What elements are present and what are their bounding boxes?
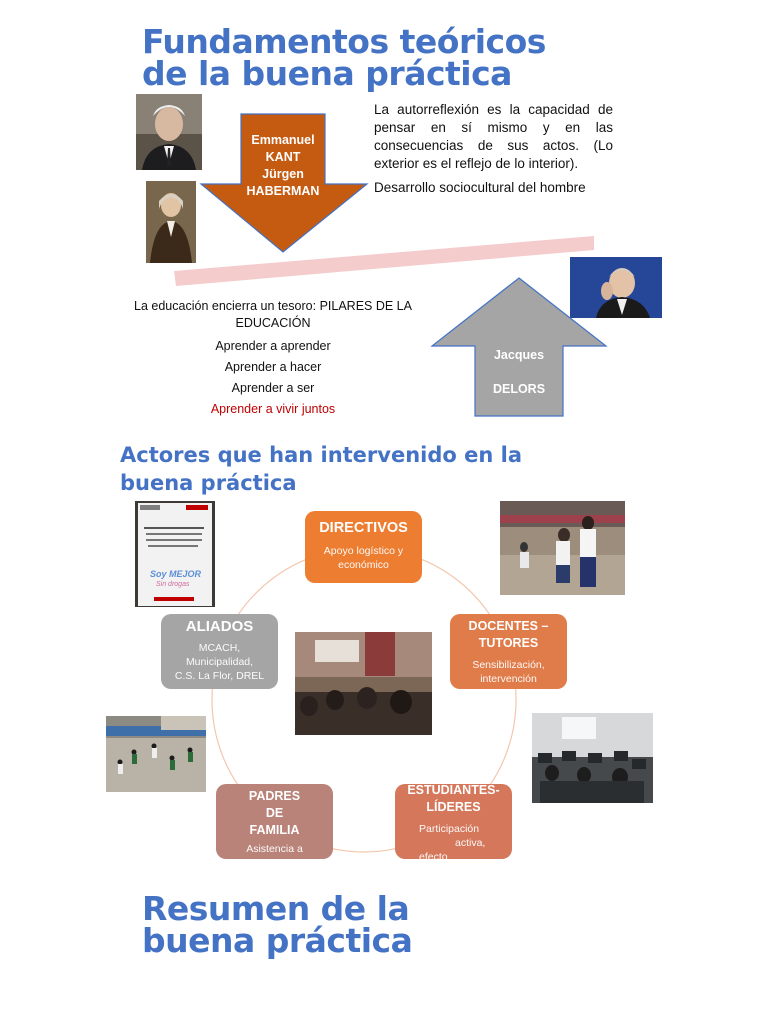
resumen-heading — [142, 889, 413, 960]
actores-heading-line1: Actores que han intervenido en la — [120, 443, 523, 467]
banner-text-2: Sin drogas — [156, 581, 190, 588]
arrow-label-1: Emmanuel — [251, 133, 315, 147]
educacion-block — [130, 298, 416, 420]
node-directivos-title: DIRECTIVOS — [319, 520, 408, 536]
node-docentes-title-2: TUTORES — [478, 636, 539, 650]
node-estudiantes-title-2: LÍDERES — [426, 800, 481, 814]
kant-haberman-arrow — [199, 112, 369, 254]
node-padres — [216, 784, 333, 859]
autorreflexion-text: La autorreflexión es la capacidad de pensar en sí mismo y en las consecuencias de sus actos. (Lo exterior es el reflejo de lo interior). — [374, 102, 613, 171]
node-aliados-desc-1: MCACH, — [198, 642, 241, 654]
node-directivos-desc-1: Apoyo logístico y — [323, 545, 404, 557]
educacion-item-1: Aprender a aprender — [215, 339, 331, 353]
resumen-heading-line1: Resumen de la — [142, 889, 410, 928]
node-docentes-desc-1: Sensibilización, — [472, 659, 545, 671]
node-estudiantes-title-1: ESTUDIANTES- — [407, 784, 500, 797]
banner-photo — [135, 501, 215, 607]
page-title-line1: Fundamentos teóricos — [142, 22, 546, 61]
page-title-line2: de la buena práctica — [142, 54, 512, 93]
arrow-label-4: HABERMAN — [246, 184, 320, 198]
desarrollo-text: Desarrollo sociocultural del hombre — [374, 180, 586, 195]
node-aliados-desc-2: Municipalidad, — [185, 656, 254, 668]
educacion-heading: La educación encierra un tesoro: PILARES DE LA EDUCACIÓN — [134, 299, 412, 330]
actores-heading-line2: buena práctica — [120, 471, 297, 495]
delors-label-1: Jacques — [493, 348, 545, 362]
educacion-item-2: Aprender a hacer — [224, 360, 322, 374]
students-activity-photo — [500, 501, 625, 595]
node-directivos — [305, 511, 422, 583]
arrow-label-2: KANT — [265, 150, 301, 164]
banner-text-1: Soy MEJOR — [150, 569, 202, 579]
node-estudiantes-desc-2: activa, — [455, 837, 486, 849]
node-docentes — [450, 614, 567, 689]
node-directivos-desc-2: económico — [338, 559, 389, 571]
sports-field-photo — [106, 716, 206, 792]
classroom-photo — [295, 632, 432, 735]
node-docentes-desc-2: intervención — [480, 673, 537, 685]
resumen-heading-line2: buena práctica — [142, 921, 413, 960]
node-padres-title-3: FAMILIA — [249, 823, 300, 837]
node-docentes-title-1: DOCENTES – — [468, 619, 549, 633]
habermas-portrait — [136, 94, 202, 170]
educacion-item-4: Aprender a vivir juntos — [210, 402, 336, 416]
computer-lab-photo — [532, 713, 653, 803]
node-aliados — [161, 614, 278, 689]
node-padres-title-2: DE — [265, 806, 284, 820]
kant-portrait — [146, 181, 196, 263]
node-aliados-desc-3: C.S. La Flor, DREL — [174, 670, 265, 682]
node-padres-desc-1: Asistencia a — [246, 843, 303, 855]
node-padres-title-1: PADRES — [248, 789, 301, 803]
node-estudiantes-desc-3: efecto — [419, 851, 448, 859]
page-title — [142, 22, 546, 93]
node-estudiantes-desc-1: Participación — [419, 823, 480, 835]
educacion-item-3: Aprender a ser — [231, 381, 315, 395]
arrow-label-3: Jürgen — [262, 167, 304, 181]
delors-label-2: DELORS — [492, 382, 546, 396]
node-estudiantes — [395, 784, 512, 859]
node-aliados-title: ALIADOS — [185, 618, 254, 635]
delors-arrow — [430, 276, 608, 418]
actores-heading — [120, 441, 522, 497]
